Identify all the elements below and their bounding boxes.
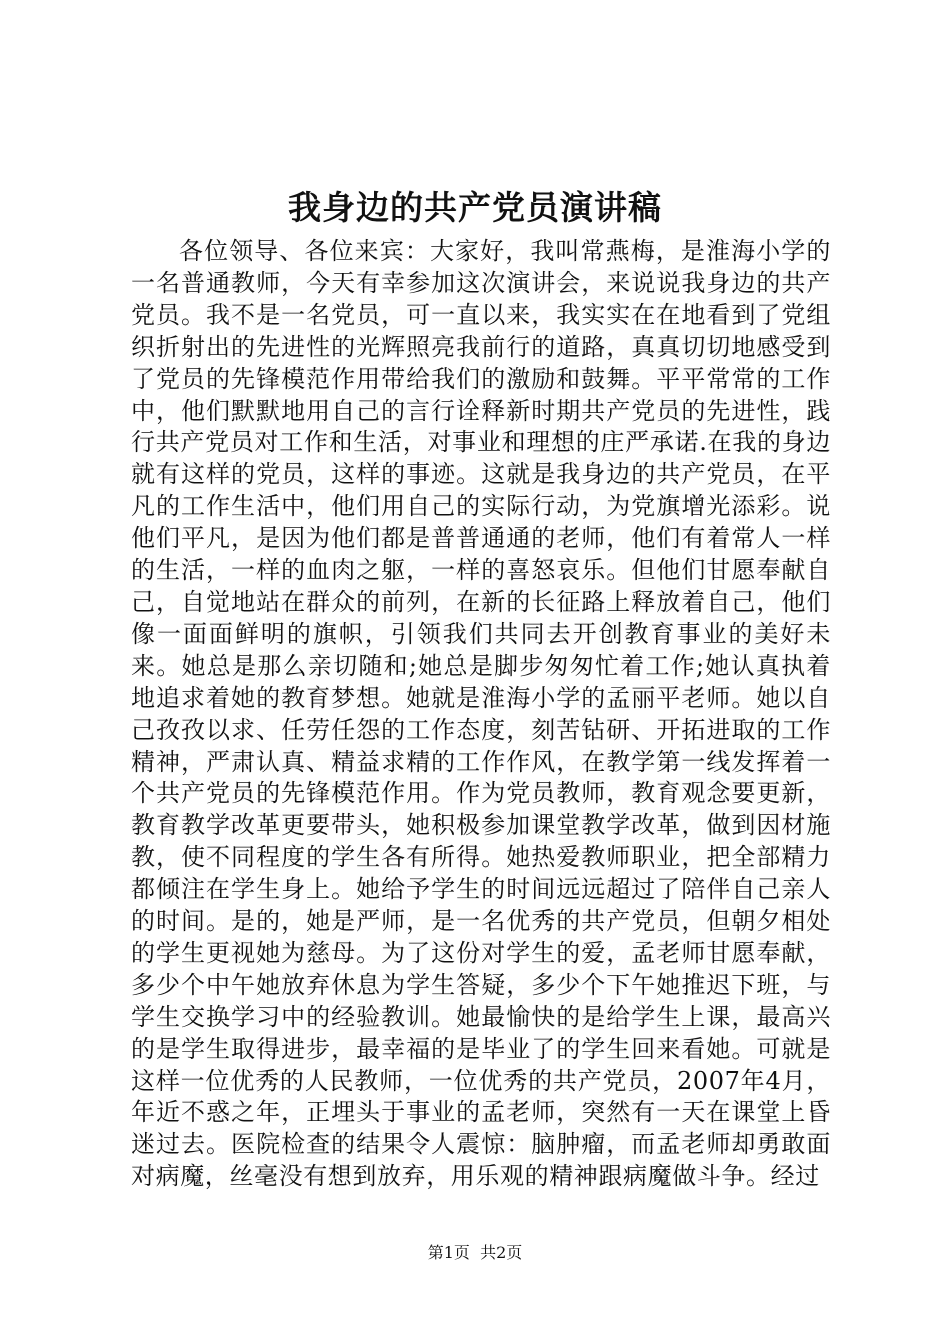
page-number-current: 第1页 <box>427 1243 470 1262</box>
document-title: 我身边的共产党员演讲稿 <box>288 188 662 227</box>
page-footer <box>0 1243 950 1263</box>
document-body: 各位领导、各位来宾：大家好，我叫常燕梅，是淮海小学的一名普通教师，今天有幸参加这次演讲会，来说说我身边的共产党员。我不是一名党员，可一直以来，我实实在在地看到了党组织折射出的先进性的光辉照亮我前行的道路，真真切切地感受到了党员的先锋模范作用带给我们的激励和鼓舞。平平常常的工作中，他们默默地用自己的言行诠释新时期共产党员的先进性，践行共产党员对工作和生活，对事业和理想的庄严承诺.在我的身边就有这样的党员，这样的事迹。这就是我身边的共产党员，在平凡的工作生活中，他们用自己的实际行动，为党旗增光添彩。说他们平凡，是因为他们都是普普通通的老师，他们有着常人一样的生活，一样的血肉之躯，一样的喜怒哀乐。但他们甘愿奉献自己，自觉地站在群众的前列，在新的长征路上释放着自己，他们像一面面鲜明的旗帜，引领我们共同去开创教育事业的美好未来。她总是那么亲切随和;她总是脚步匆匆忙着工作;她认真执着地追求着她的教育梦想。她就是淮海小学的孟丽平老师。她以自己孜孜以求、任劳任怨的工作态度，刻苦钻研、开拓进取的工作精神，严肃认真、精益求精的工作作风，在教学第一线发挥着一个共产党员的先锋模范作用。作为党员教师，教育观念要更新，教育教学改革更要带头，她积极参加课堂教学改革，做到因材施教，使不同程度的学生各有所得。她热爱教师职业，把全部精力都倾注在学生身上。她给予学生的时间远远超过了陪伴自己亲人的时间。是的，她是严师，是一名优秀的共产党员，但朝夕相处的学生更视她为慈母。为了这份对学生的爱，孟老师甘愿奉献，多少个中午她放弃休息为学生答疑，多少个下午她推迟下班，与学生交换学习中的经验教训。她最愉快的是给学生上课，最高兴的是学生取得进步，最幸福的是毕业了的学生回来看她。可就是这样一位优秀的人民教师，一位优秀的共产党员，2007年4月，年近不惑之年，正埋头于事业的孟老师，突然有一天在课堂上昏迷过去。医院检查的结果令人震惊：脑肿瘤，而孟老师却勇敢面对病魔，丝毫没有想到放弃，用乐观的精神跟病魔做斗争。经过 <box>131 237 831 1191</box>
page-number-total: 共2页 <box>480 1243 523 1262</box>
